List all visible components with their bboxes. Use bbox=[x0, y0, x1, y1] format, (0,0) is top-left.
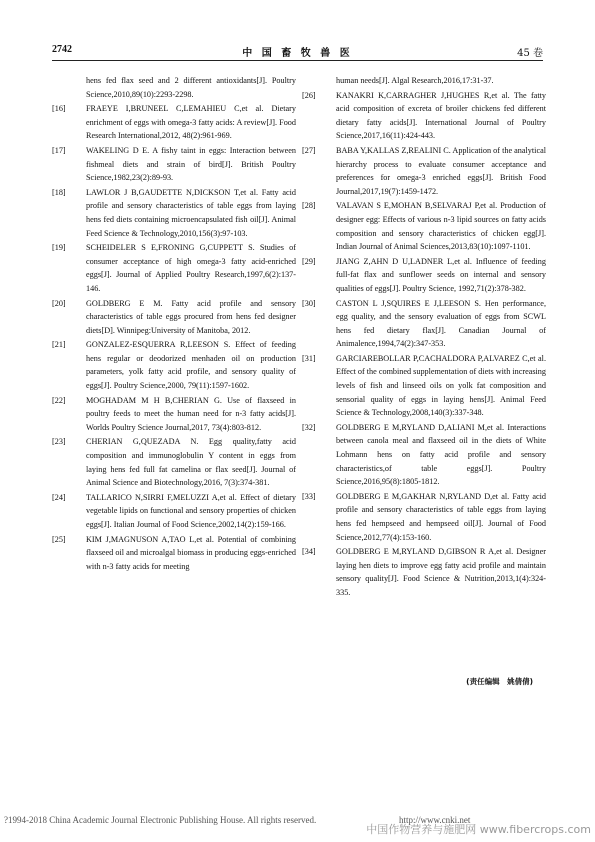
reference-text: GARCIAREBOLLAR P,CACHALDORA P,ALVAREZ C,et al. Effect of the combined supplementation of diets with increasing levels of fish and linseed oils on yolk fat composition and sensorial quality of eggs in laying hens[J]. Animal Feed Science & Technology,2008,140(3):337-348. bbox=[336, 353, 546, 418]
references-right-column bbox=[302, 74, 546, 601]
reference-text: FRAEYE I,BRUNEEL C,LEMAHIEU C,et al. Dietary enrichment of eggs with omega-3 fatty acids: A review[J]. Food Research International,2012, 48(2):961-969. bbox=[86, 104, 296, 141]
reference-entry bbox=[52, 491, 296, 532]
reference-number: [23] bbox=[52, 437, 66, 447]
reference-text: GOLDBERG E M,RYLAND D,GIBSON R A,et al. Designer laying hen diets to improve egg fatty acid profile and maintain sensory quality[J]. Food Science & Nutrition,2013,1(4):324-335. bbox=[336, 547, 546, 597]
reference-number: [20] bbox=[52, 298, 66, 308]
reference-text: CHERIAN G,QUEZADA N. Egg quality,fatty acid composition and immunoglobulin Y content in eggs from laying hens fed full fat camelina or flax seed[J]. Journal of Animal Science and Biotechnology,2016, 7(3):374-381. bbox=[86, 437, 296, 488]
reference-number: [24] bbox=[52, 492, 66, 502]
reference-number: [28] bbox=[302, 201, 316, 211]
reference-entry bbox=[52, 394, 296, 435]
reference-number: [25] bbox=[52, 534, 66, 544]
reference-entry bbox=[302, 421, 546, 489]
reference-number: [32] bbox=[302, 422, 316, 432]
reference-number: [26] bbox=[302, 90, 316, 100]
reference-entry bbox=[52, 102, 296, 143]
reference-text: JIANG Z,AHN D U,LADNER L,et al. Influence of feeding full-fat flax and sunflower seeds on internal and sensory qualities of eggs[J]. Poultry Science, 1992,71(2):378-382. bbox=[336, 256, 546, 293]
reference-text: GOLDBERG E M,RYLAND D,ALIANI M,et al. Interactions between canola meal and flaxseed oil in the diets of White Lohmann hens on fatty acid profile and sensory characteristics,of table eggs[J]. Poultry Science,2016,95(8):1805-1812. bbox=[336, 422, 546, 487]
reference-entry bbox=[302, 199, 546, 253]
reference-entry bbox=[52, 186, 296, 240]
reference-entry bbox=[52, 297, 296, 338]
reference-number: [16] bbox=[52, 104, 66, 114]
reference-continuation: human needs[J]. Algal Research,2016,17:31-37. bbox=[336, 76, 494, 85]
reference-entry bbox=[302, 297, 546, 351]
journal-title: 中 国 畜 牧 兽 医 bbox=[242, 48, 353, 59]
reference-number: [30] bbox=[302, 298, 316, 308]
reference-continuation: hens fed flax seed and 2 different antioxidants[J]. Poultry Science,2010,89(10):2293-2298. bbox=[86, 76, 296, 99]
responsible-editor: (责任编辑 姚倩倩) bbox=[466, 677, 533, 686]
reference-text: GOLDBERG E M. Fatty acid profile and sensory characteristics of table eggs procured from hens fed designer diets[D]. Winnipeg:University of Manitoba, 2012. bbox=[86, 298, 296, 335]
reference-text: MOGHADAM M H B,CHERIAN G. Use of flaxseed in poultry feeds to meet the human need for n-3 fatty acids[J]. Worlds Poultry Science Journal,2017, 73(4):803-812. bbox=[86, 395, 296, 432]
reference-number: [19] bbox=[52, 243, 66, 253]
reference-text: WAKELING D E. A fishy taint in eggs: Interaction between fishmeal diets and strain of bird[J]. British Poultry Science,1982,23(2):89-93. bbox=[86, 145, 296, 183]
reference-entry bbox=[302, 490, 546, 544]
copyright-notice: ?1994-2018 China Academic Journal Electronic Publishing House. All rights reserved. bbox=[4, 815, 317, 825]
reference-text: GOLDBERG E M,GAKHAR N,RYLAND D,et al. Fatty acid profile and sensory characteristics of table eggs from laying hens fed hempseed and hempseed oil[J]. Journal of Food Science,2012,77(4):153-160. bbox=[336, 491, 546, 542]
reference-number: [22] bbox=[52, 395, 66, 405]
reference-number: [17] bbox=[52, 145, 66, 155]
reference-text: KANAKRI K,CARRAGHER J,HUGHES R,et al. The fatty acid composition of excreta of broiler chickens fed different dietary fatty acids[J]. International Journal of Poultry Science,2017,16(11):424-443. bbox=[336, 90, 546, 141]
reference-text: SCHEIDELER S E,FRONING G,CUPPETT S. Studies of consumer acceptance of high omega-3 fatty acid-enriched eggs[J]. Journal of Applied Poultry Research,1997,6(2):137-146. bbox=[86, 243, 296, 293]
reference-text: VALAVAN S E,MOHAN B,SELVARAJ P,et al. Production of designer egg: Effects of various n-3 lipid sources on fatty acids composition and sensory characteristics of chicken egg[J]. Indian Journal of Animal Sciences,2013,83(10):1097-1101. bbox=[336, 201, 546, 252]
reference-entry bbox=[302, 352, 546, 420]
reference-number: [21] bbox=[52, 340, 66, 350]
reference-number: [29] bbox=[302, 256, 316, 266]
reference-text: GONZALEZ-ESQUERRA R,LEESON S. Effect of feeding hens regular or deodorized menhaden oil on production parameters, yolk fatty acid profile, and sensory quality of eggs[J]. Poultry Science,2000, 79(11):1597-1602. bbox=[86, 340, 296, 391]
reference-entry bbox=[52, 533, 296, 574]
reference-entry bbox=[52, 338, 296, 392]
page-number: 2742 bbox=[52, 44, 72, 55]
watermark: 中国作物营养与施肥网 www.fibercrops.com bbox=[366, 823, 591, 836]
references-left-column bbox=[52, 74, 296, 574]
reference-entry bbox=[302, 255, 546, 296]
reference-entry bbox=[52, 241, 296, 295]
page-header bbox=[52, 44, 543, 61]
reference-text: BABA Y,KALLAS Z,REALINI C. Application of the analytical hierarchy process to evaluate consumer acceptance and preferences for omega-3 enriched eggs[J]. British Food Journal,2017,19(7):1459-1472. bbox=[336, 145, 546, 196]
reference-entry bbox=[302, 144, 546, 198]
reference-text: KIM J,MAGNUSON A,TAO L,et al. Potential of combining flaxseed oil and microalgal biomass in producing eggs-enriched with n-3 fatty acids for meeting bbox=[86, 534, 296, 571]
volume-label: 45 卷 bbox=[517, 48, 543, 59]
reference-number: [18] bbox=[52, 187, 66, 197]
reference-number: [34] bbox=[302, 547, 316, 557]
reference-text: LAWLOR J B,GAUDETTE N,DICKSON T,et al. Fatty acid profile and sensory characteristics of table eggs from laying hens fed diets containing microencapsulated fish oil[J]. Animal Feed Science & Technology,2010,156(3):97-103. bbox=[86, 187, 296, 238]
reference-entry bbox=[52, 144, 296, 185]
reference-text: CASTON L J,SQUIRES E J,LEESON S. Hen performance, egg quality, and the sensory evaluation of eggs from SCWL hens fed dietary flax[J]. Canadian Journal of Animalence,1994,74(2):347-353. bbox=[336, 298, 546, 349]
reference-entry bbox=[52, 435, 296, 489]
reference-text: TALLARICO N,SIRRI F,MELUZZI A,et al. Effect of dietary vegetable lipids on functional and sensory properties of chicken eggs[J]. Italian Journal of Food Science,2002,14(2):159-166. bbox=[86, 492, 296, 529]
reference-number: [33] bbox=[302, 491, 316, 501]
reference-entry bbox=[302, 89, 546, 143]
publisher-url[interactable]: http://www.cnki.net bbox=[399, 815, 471, 825]
reference-entry bbox=[302, 545, 546, 599]
reference-number: [27] bbox=[302, 145, 316, 155]
reference-number: [31] bbox=[302, 353, 316, 363]
